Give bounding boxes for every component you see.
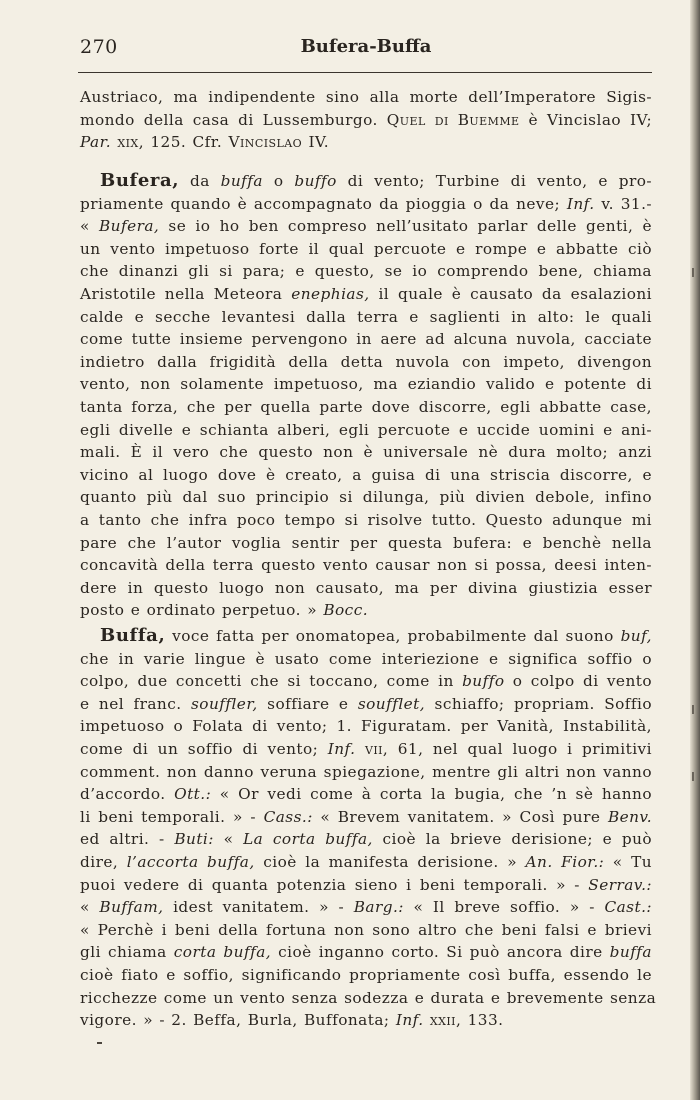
prev-entry-paragraph [80, 86, 652, 154]
text-line: mali. È il vero che questo non è universale nè dura molto; anzi [80, 443, 652, 462]
running-head: Bufera-Buffa [300, 36, 432, 57]
text-line: puoi vedere di quanta potenzia sieno i beni temporali. » - Serrav.: [80, 875, 653, 894]
page-header [80, 36, 652, 66]
text-line: egli divelle e schianta alberi, egli percuote e uccide uomini e ani- [80, 420, 652, 439]
text-line: dere in questo luogo non causato, ma per divina giustizia esser [80, 578, 652, 597]
text-line: priamente quando è accompagnato da pioggia o da neve; Inf. v. 31.- [80, 194, 652, 213]
text-line: « Buffam, idest vanitatem. » - Barg.: « Il breve soffio. » - Cast.: [80, 898, 652, 917]
text-line: Austriaco, ma indipendente sino alla morte dell’Imperatore Sigis- [80, 88, 652, 106]
edge-mark [692, 705, 694, 714]
entry-buffa [80, 625, 657, 1032]
text-line: d’accordo. Ott.: « Or vedi come à corta la bugia, che ’n sè hanno [80, 785, 653, 804]
text-line: che dinanzi gli si para; e questo, se io comprendo bene, chiama [80, 262, 652, 281]
text-line: posto e ordinato perpetuo. » Bocc. [80, 601, 369, 620]
text-line: ed altri. - Buti: « La corta buffa, cioè la brieve derisione; e può [80, 830, 653, 849]
text-line: un vento impetuoso forte il qual percuote e rompe e abbatte ciò [80, 239, 652, 258]
headword-buffa: Buffa, [100, 625, 166, 646]
text-line: che in varie lingue è usato come interiezione e significa soffio o [80, 649, 652, 668]
text-line: mondo della casa di Lussemburgo. Quel di Buemme è Vincislao IV; [80, 110, 653, 129]
text-line: gli chiama corta buffa, cioè inganno corto. Si può ancora dire buffa [80, 943, 652, 962]
text-line: come di un soffio di vento; Inf. vii, 61, nel qual luogo i primitivi [80, 739, 652, 758]
page-edge-shadow [690, 0, 700, 1100]
edge-mark [692, 268, 694, 277]
headword-bufera: Bufera, [100, 170, 180, 191]
text-line: tanta forza, che per quella parte dove discorre, egli abbatte case, [80, 397, 652, 416]
header-rule [78, 72, 652, 73]
text-line: « Bufera, se io ho ben compreso nell’usitato parlar delle genti, è [80, 217, 653, 236]
page-number: 270 [80, 36, 118, 58]
text-line: li beni temporali. » - Cass.: « Brevem vanitatem. » Così pure Benv. [80, 807, 653, 826]
text-line: colpo, due concetti che si toccano, come in buffo o colpo di vento [80, 672, 652, 691]
text-line: pare che l’autor voglia sentir per questa bufera: e benchè nella [80, 533, 652, 552]
text-line: come tutte insieme pervengono in aere ad alcuna nuvola, cacciate [80, 330, 652, 349]
text-line: Buffa, voce fatta per onomatopea, probabilmente dal suono buf, [100, 625, 652, 646]
text-line: indietro dalla frigidità della detta nuvola con impeto, divengon [80, 352, 652, 371]
text-line: Aristotile nella Meteora enephias, il quale è causato da esalazioni [80, 284, 653, 303]
text-line: ricchezze come un vento senza sodezza e durata e brevemente senza [80, 988, 657, 1007]
text-line: quanto più dal suo principio si dilunga, più divien debole, infino [80, 488, 652, 507]
text-line: a tanto che infra poco tempo si risolve tutto. Questo adunque mi [80, 510, 652, 529]
text-line: Par. xix, 125. Cfr. Vincislao IV. [80, 133, 330, 152]
text-line: e nel franc. souffler, soffiare e soufflet, schiaffo; propriam. Soffio [80, 694, 653, 713]
text-line: Bufera, da buffa o buffo di vento; Turbine di vento, e pro- [100, 170, 653, 191]
text-line: calde e secche levantesi dalla terra e saglienti in alto: le quali [80, 307, 652, 326]
text-line: dire, l’accorta buffa, cioè la manifesta derisione. » An. Fior.: « Tu [80, 852, 653, 871]
text-line: impetuoso o Folata di vento; 1. Figuratam. per Vanità, Instabilità, [80, 717, 652, 736]
text-line: concavità della terra questo vento causar non si possa, deesi inten- [80, 556, 652, 575]
ink-mark [97, 1042, 102, 1044]
text-line: « Perchè i beni della fortuna non sono altro che beni falsi e brievi [80, 920, 652, 939]
text-line: comment. non danno veruna spiegazione, mentre gli altri non vanno [80, 762, 652, 781]
text-line: vigore. » - 2. Beffa, Burla, Buffonata; Inf. xxii, 133. [80, 1011, 504, 1030]
entry-bufera [80, 170, 652, 622]
edge-mark [692, 772, 694, 781]
text-line: vento, non solamente impetuoso, ma eziandio valido e potente di [80, 375, 652, 394]
text-line: vicino al luogo dove è creato, a guisa di una striscia discorre, e [80, 465, 652, 484]
text-line: cioè fiato e soffio, significando propriamente così buffa, essendo le [80, 965, 652, 984]
